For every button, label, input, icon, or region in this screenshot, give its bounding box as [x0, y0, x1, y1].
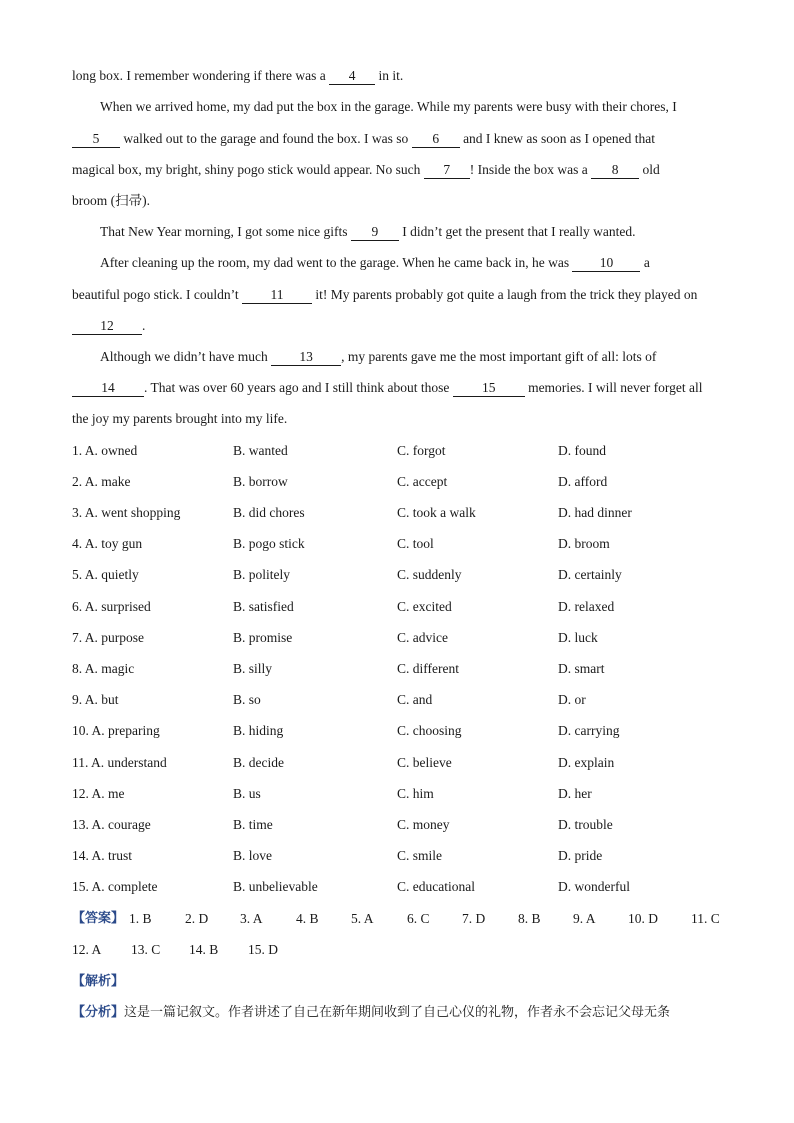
passage-text: When we arrived home, my dad put the box in the garage. While my parents were busy with their chores, I [100, 99, 677, 114]
option-d: D. or [558, 692, 586, 707]
option-c: C. educational [397, 879, 475, 894]
option-d: D. found [558, 443, 606, 458]
passage-text: a [640, 255, 650, 270]
option-b: B. satisfied [233, 599, 294, 614]
answer-item: 15. D [248, 942, 278, 957]
option-b: B. so [233, 692, 261, 707]
option-a: 1. A. owned [72, 443, 138, 458]
passage-text: Although we didn’t have much [100, 349, 272, 364]
answer-item: 10. D [628, 911, 658, 926]
option-d: D. afford [558, 474, 608, 489]
answer-item: 14. B [189, 942, 219, 957]
analysis-heading [72, 971, 722, 992]
answer-item: 7. D [462, 911, 486, 926]
passage-text: and I knew as soon as I opened that [459, 131, 656, 146]
option-c: C. different [397, 661, 459, 676]
option-d: D. certainly [558, 567, 622, 582]
option-b: B. pogo stick [233, 536, 305, 551]
passage-text: . [142, 318, 146, 333]
passage-line-12 [72, 409, 722, 429]
option-a: 9. A. but [72, 692, 119, 707]
analysis-label: 【解析】 [72, 974, 125, 989]
option-b: B. time [233, 817, 273, 832]
passage-line-5 [72, 191, 722, 211]
option-b: B. silly [233, 661, 273, 676]
option-d: D. relaxed [558, 599, 615, 614]
option-b: B. politely [233, 567, 290, 582]
option-c: C. choosing [397, 723, 462, 738]
blank-15: 15 [453, 380, 525, 397]
option-a: 10. A. preparing [72, 723, 160, 738]
option-a: 12. A. me [72, 786, 125, 801]
answer-item: 13. C [131, 942, 161, 957]
option-d: D. wonderful [558, 879, 630, 894]
option-a: 11. A. understand [72, 755, 167, 770]
option-d: D. carrying [558, 723, 620, 738]
option-c: C. him [397, 786, 434, 801]
fenxi-text: 这是一篇记叙文。作者讲述了自己在新年期间收到了自己心仪的礼物，作者永不会忘记父母无条 [124, 1005, 671, 1020]
passage-text: walked out to the garage and found the box. I was so [120, 131, 412, 146]
option-d: D. had dinner [558, 505, 632, 520]
option-b: B. promise [233, 630, 293, 645]
option-b: B. did chores [233, 505, 305, 520]
option-c: C. money [397, 817, 450, 832]
answer-label: 【答案】 [72, 911, 125, 926]
blank-10: 10 [572, 255, 640, 272]
passage-line-10 [72, 347, 750, 367]
passage-line-8 [72, 285, 722, 305]
option-a: 5. A. quietly [72, 567, 139, 582]
option-d: D. explain [558, 755, 615, 770]
answer-item: 8. B [518, 911, 541, 926]
passage-line-4 [72, 160, 722, 180]
passage-text: I didn’t get the present that I really wanted. [398, 224, 636, 239]
blank-9: 9 [351, 224, 399, 241]
option-c: C. tool [397, 536, 434, 551]
option-d: D. smart [558, 661, 605, 676]
option-c: C. accept [397, 474, 448, 489]
option-b: B. us [233, 786, 261, 801]
blank-14: 14 [72, 380, 144, 397]
blank-8: 8 [591, 162, 639, 179]
option-b: B. unbelievable [233, 879, 318, 894]
passage-line-3 [72, 129, 722, 149]
option-b: B. borrow [233, 474, 288, 489]
blank-7: 7 [424, 162, 470, 179]
analysis-paragraph [72, 1002, 732, 1023]
option-c: C. believe [397, 755, 452, 770]
option-c: C. excited [397, 599, 452, 614]
answer-item: 5. A [351, 911, 374, 926]
option-a: 4. A. toy gun [72, 536, 143, 551]
blank-13: 13 [271, 349, 341, 366]
blank-5: 5 [72, 131, 120, 148]
passage-text: it! My parents probably got quite a laugh from the trick they played on [311, 287, 698, 302]
answer-item: 6. C [407, 911, 430, 926]
blank-4: 4 [329, 68, 375, 85]
fenxi-label: 【分析】 [72, 1005, 125, 1020]
option-a: 2. A. make [72, 474, 131, 489]
passage-line-1 [72, 66, 722, 86]
option-a: 3. A. went shopping [72, 505, 181, 520]
passage-line-7 [72, 253, 750, 273]
passage-text: in it. [375, 68, 404, 83]
blank-12: 12 [72, 318, 142, 335]
passage-line-2 [72, 97, 750, 117]
option-d: D. her [558, 786, 592, 801]
passage-text: ! Inside the box was a [469, 162, 592, 177]
passage-text: broom (扫帚). [72, 193, 150, 208]
option-d: D. pride [558, 848, 603, 863]
passage-text: . That was over 60 years ago and I still think about those [144, 380, 453, 395]
option-a: 15. A. complete [72, 879, 158, 894]
answer-item: 12. A [72, 942, 102, 957]
passage-text: memories. I will never forget all [524, 380, 703, 395]
option-c: C. took a walk [397, 505, 476, 520]
answer-item: 4. B [296, 911, 319, 926]
blank-11: 11 [242, 287, 312, 304]
option-c: C. forgot [397, 443, 446, 458]
option-b: B. love [233, 848, 272, 863]
option-a: 7. A. purpose [72, 630, 144, 645]
passage-line-9 [72, 316, 722, 336]
answer-item: 2. D [185, 911, 209, 926]
blank-6: 6 [412, 131, 460, 148]
passage-text: long box. I remember wondering if there was a [72, 68, 330, 83]
option-c: C. advice [397, 630, 448, 645]
option-b: B. hiding [233, 723, 284, 738]
answer-item: 3. A [240, 911, 263, 926]
option-a: 8. A. magic [72, 661, 135, 676]
answer-item: 11. C [691, 911, 720, 926]
option-a: 6. A. surprised [72, 599, 151, 614]
passage-line-11 [72, 378, 722, 398]
option-c: C. smile [397, 848, 443, 863]
passage-text: the joy my parents brought into my life. [72, 411, 288, 426]
passage-text: beautiful pogo stick. I couldn’t [72, 287, 242, 302]
answer-item: 1. B [129, 911, 152, 926]
passage-text: magical box, my bright, shiny pogo stick would appear. No such [72, 162, 424, 177]
option-a: 14. A. trust [72, 848, 133, 863]
passage-text: old [639, 162, 660, 177]
option-c: C. suddenly [397, 567, 462, 582]
option-d: D. broom [558, 536, 610, 551]
passage-text: That New Year morning, I got some nice gifts [100, 224, 351, 239]
option-d: D. trouble [558, 817, 613, 832]
option-c: C. and [397, 692, 433, 707]
passage-line-6 [72, 222, 750, 242]
answer-item: 9. A [573, 911, 596, 926]
passage-text: After cleaning up the room, my dad went to the garage. When he came back in, he was [100, 255, 573, 270]
option-b: B. wanted [233, 443, 288, 458]
passage-text: , my parents gave me the most important gift of all: lots of [341, 349, 657, 364]
option-d: D. luck [558, 630, 598, 645]
option-a: 13. A. courage [72, 817, 151, 832]
option-b: B. decide [233, 755, 284, 770]
